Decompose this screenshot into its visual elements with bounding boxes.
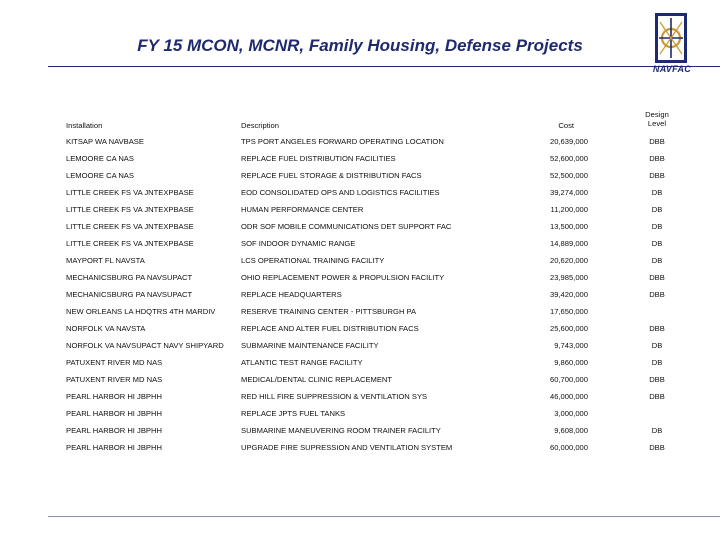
cell-cost: 46,000,000 bbox=[549, 392, 588, 401]
cell-description: ATLANTIC TEST RANGE FACILITY bbox=[241, 358, 363, 367]
table-row bbox=[66, 184, 676, 201]
cell-installation: PATUXENT RIVER MD NAS bbox=[66, 358, 163, 367]
cell-description: REPLACE FUEL STORAGE & DISTRIBUTION FACS bbox=[241, 171, 422, 180]
cell-installation: LITTLE CREEK FS VA JNTEXPBASE bbox=[66, 188, 194, 197]
cell-description: OHIO REPLACEMENT POWER & PROPULSION FACILITY bbox=[241, 273, 445, 282]
cell-description: RED HILL FIRE SUPPRESSION & VENTILATION SYS bbox=[241, 392, 428, 401]
cell-design-level: DBB bbox=[649, 273, 665, 282]
cell-cost: 11,200,000 bbox=[550, 205, 588, 214]
cell-cost: 3,000,000 bbox=[554, 409, 588, 418]
cell-design-level: DB bbox=[651, 188, 663, 197]
cell-cost: 52,600,000 bbox=[549, 154, 588, 163]
cell-description: UPGRADE FIRE SUPRESSION AND VENTILATION SYSTEM bbox=[241, 443, 453, 452]
cell-description: LCS OPERATIONAL TRAINING FACILITY bbox=[241, 256, 385, 265]
cell-description: SUBMARINE MANEUVERING ROOM TRAINER FACILITY bbox=[241, 426, 441, 435]
table-row bbox=[66, 269, 676, 286]
header-divider bbox=[48, 66, 720, 67]
column-header-description: Description bbox=[241, 121, 279, 130]
cell-description: MEDICAL/DENTAL CLINIC REPLACEMENT bbox=[241, 375, 393, 384]
cell-description: SOF INDOOR DYNAMIC RANGE bbox=[241, 239, 356, 248]
cell-installation: PEARL HARBOR HI JBPHH bbox=[66, 426, 162, 435]
cell-cost: 14,889,000 bbox=[549, 239, 588, 248]
cell-installation: KITSAP WA NAVBASE bbox=[66, 137, 144, 146]
cell-design-level: DB bbox=[651, 256, 663, 265]
table-row bbox=[66, 320, 676, 337]
cell-description: REPLACE FUEL DISTRIBUTION FACILITIES bbox=[241, 154, 396, 163]
table-row bbox=[66, 405, 676, 422]
cell-installation: NORFOLK VA NAVSUPACT NAVY SHIPYARD bbox=[66, 341, 224, 350]
column-header-design-level bbox=[632, 110, 682, 128]
cell-cost: 9,608,000 bbox=[554, 426, 588, 435]
cell-design-level: DBB bbox=[649, 392, 665, 401]
cell-cost: 9,743,000 bbox=[554, 341, 588, 350]
cell-installation: MECHANICSBURG PA NAVSUPACT bbox=[66, 273, 193, 282]
cell-cost: 13,500,000 bbox=[549, 222, 588, 231]
cell-installation: PEARL HARBOR HI JBPHH bbox=[66, 409, 162, 418]
cell-description: ODR SOF MOBILE COMMUNICATIONS DET SUPPORT FAC bbox=[241, 222, 452, 231]
cell-description: TPS PORT ANGELES FORWARD OPERATING LOCATION bbox=[241, 137, 444, 146]
cell-description: SUBMARINE MAINTENANCE FACILITY bbox=[241, 341, 379, 350]
cell-cost: 23,985,000 bbox=[549, 273, 588, 282]
cell-installation: LITTLE CREEK FS VA JNTEXPBASE bbox=[66, 222, 194, 231]
table-row bbox=[66, 252, 676, 269]
cell-installation: NEW ORLEANS LA HDQTRS 4TH MARDIV bbox=[66, 307, 216, 316]
cell-cost: 39,274,000 bbox=[549, 188, 588, 197]
cell-installation: LEMOORE CA NAS bbox=[66, 171, 134, 180]
cell-installation: MECHANICSBURG PA NAVSUPACT bbox=[66, 290, 193, 299]
cell-design-level: DBB bbox=[649, 375, 665, 384]
cell-cost: 20,639,000 bbox=[549, 137, 588, 146]
navfac-logo-text: NAVFAC bbox=[652, 64, 692, 74]
cell-cost: 20,620,000 bbox=[549, 256, 588, 265]
table-header bbox=[66, 112, 676, 134]
column-header-design-level-line1: Design bbox=[645, 110, 669, 119]
cell-cost: 52,500,000 bbox=[549, 171, 588, 180]
cell-design-level: DBB bbox=[649, 324, 665, 333]
cell-installation: NORFOLK VA NAVSTA bbox=[66, 324, 146, 333]
table-row bbox=[66, 303, 676, 320]
table-row bbox=[66, 150, 676, 167]
page-title: FY 15 MCON, MCNR, Family Housing, Defense Projects bbox=[137, 36, 583, 55]
cell-description: RESERVE TRAINING CENTER - PITTSBURGH PA bbox=[241, 307, 417, 316]
cell-cost: 9,860,000 bbox=[554, 358, 588, 367]
cell-design-level: DB bbox=[651, 205, 663, 214]
cell-design-level: DBB bbox=[649, 154, 665, 163]
table-row bbox=[66, 422, 676, 439]
table-row bbox=[66, 439, 676, 456]
cell-cost: 60,700,000 bbox=[549, 375, 588, 384]
column-header-cost: Cost bbox=[558, 121, 574, 130]
cell-description: REPLACE JPTS FUEL TANKS bbox=[241, 409, 346, 418]
table-row bbox=[66, 201, 676, 218]
column-header-installation: Installation bbox=[66, 121, 103, 130]
cell-design-level: DBB bbox=[649, 137, 665, 146]
cell-design-level: DB bbox=[651, 222, 663, 231]
cell-description: HUMAN PERFORMANCE CENTER bbox=[241, 205, 364, 214]
cell-installation: LITTLE CREEK FS VA JNTEXPBASE bbox=[66, 239, 194, 248]
cell-description: REPLACE AND ALTER FUEL DISTRIBUTION FACS bbox=[241, 324, 419, 333]
table-row bbox=[66, 167, 676, 184]
footer-divider bbox=[48, 516, 720, 517]
cell-cost: 25,600,000 bbox=[549, 324, 588, 333]
table-row bbox=[66, 235, 676, 252]
cell-cost: 60,000,000 bbox=[549, 443, 588, 452]
cell-design-level: DB bbox=[651, 358, 663, 367]
cell-cost: 39,420,000 bbox=[549, 290, 588, 299]
cell-installation: PEARL HARBOR HI JBPHH bbox=[66, 392, 162, 401]
cell-design-level: DBB bbox=[649, 290, 665, 299]
cell-installation: LITTLE CREEK FS VA JNTEXPBASE bbox=[66, 205, 194, 214]
table-row bbox=[66, 133, 676, 150]
table-row bbox=[66, 337, 676, 354]
cell-design-level: DBB bbox=[649, 443, 665, 452]
table-row bbox=[66, 286, 676, 303]
navfac-logo bbox=[654, 12, 688, 64]
cell-design-level: DB bbox=[651, 341, 663, 350]
cell-design-level: DB bbox=[651, 426, 663, 435]
cell-installation: MAYPORT FL NAVSTA bbox=[66, 256, 145, 265]
cell-design-level: DBB bbox=[649, 171, 665, 180]
cell-installation: PEARL HARBOR HI JBPHH bbox=[66, 443, 162, 452]
cell-description: EOD CONSOLIDATED OPS AND LOGISTICS FACILITIES bbox=[241, 188, 440, 197]
cell-design-level: DB bbox=[651, 239, 663, 248]
table-row bbox=[66, 354, 676, 371]
cell-cost: 17,650,000 bbox=[549, 307, 588, 316]
cell-installation: LEMOORE CA NAS bbox=[66, 154, 134, 163]
column-header-design-level-line2: Level bbox=[647, 119, 667, 128]
table-row bbox=[66, 218, 676, 235]
cell-description: REPLACE HEADQUARTERS bbox=[241, 290, 342, 299]
table-row bbox=[66, 388, 676, 405]
cell-installation: PATUXENT RIVER MD NAS bbox=[66, 375, 163, 384]
table-row bbox=[66, 371, 676, 388]
